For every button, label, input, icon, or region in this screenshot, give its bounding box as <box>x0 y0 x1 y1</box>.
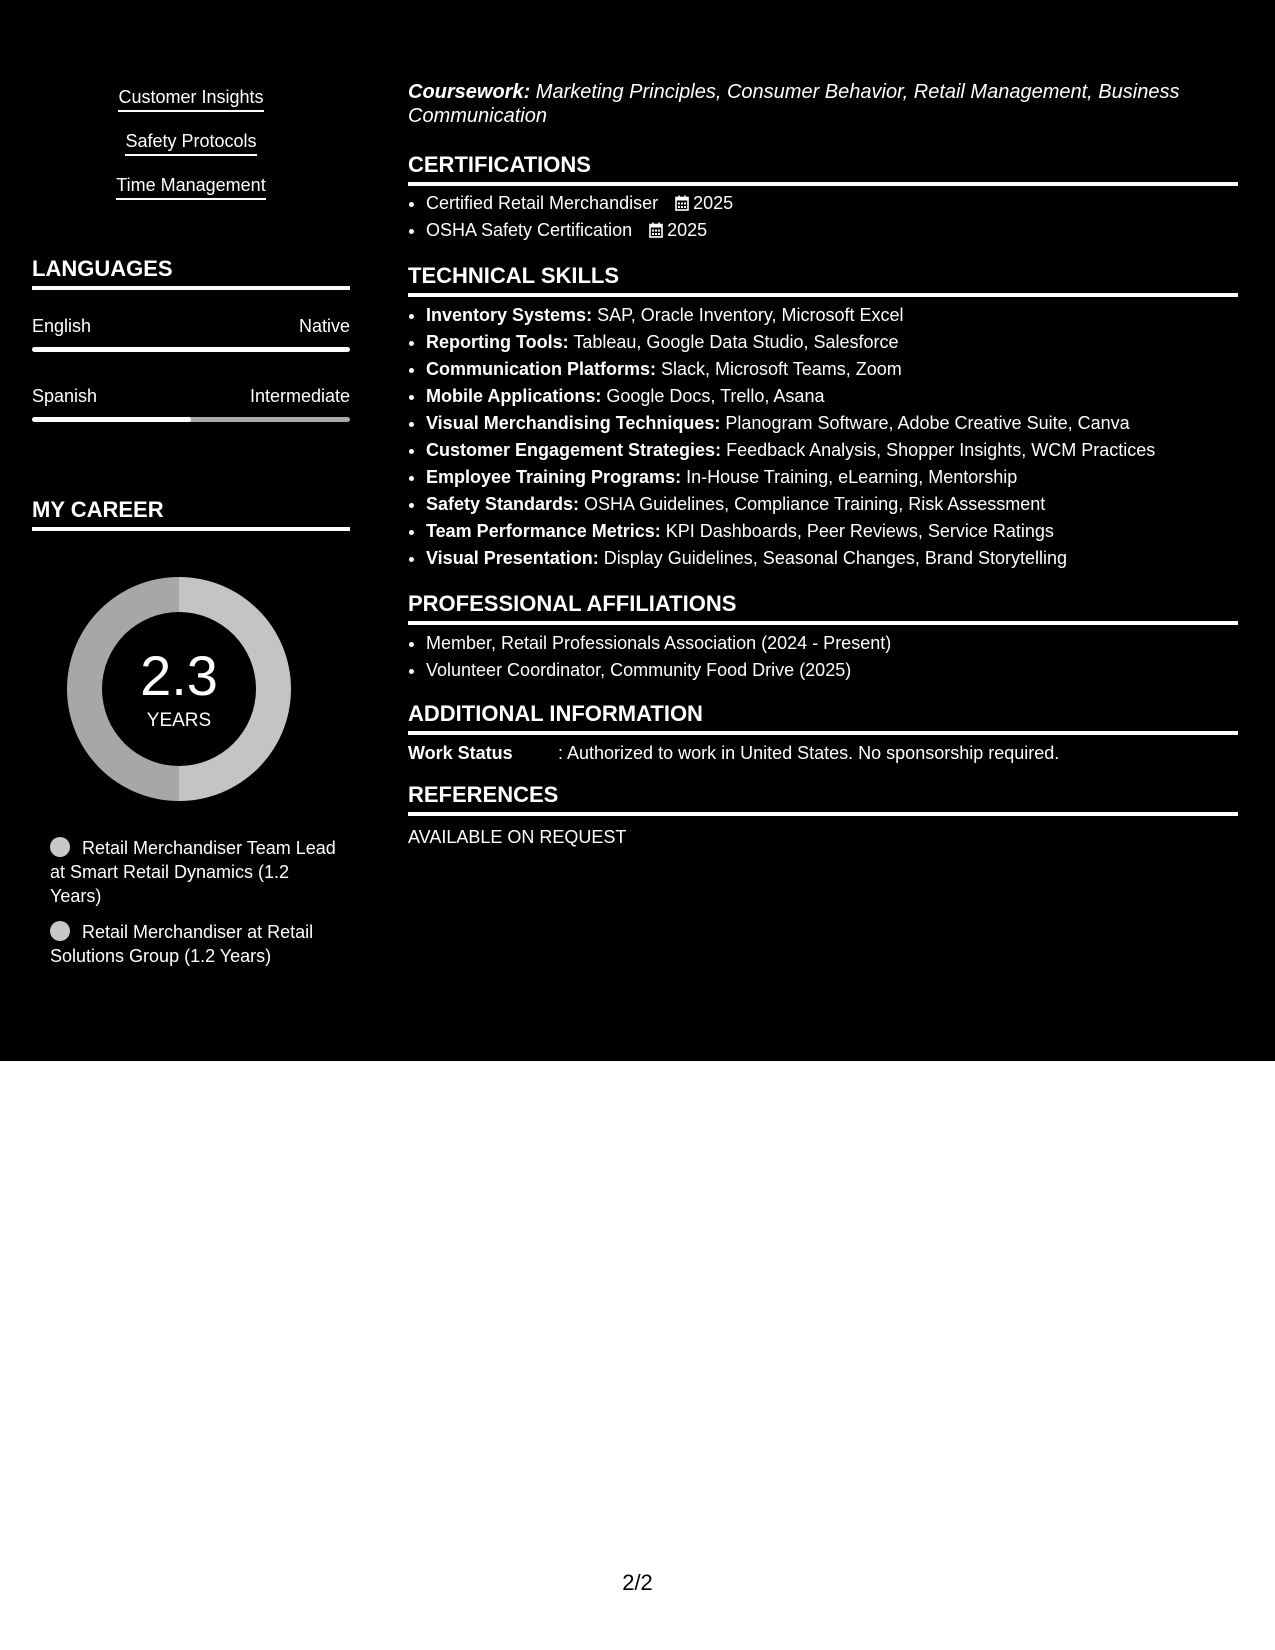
skill-item: Time Management <box>116 174 265 200</box>
technical-skills-list <box>408 302 1256 572</box>
language-name: English <box>32 316 92 336</box>
technical-skill-label: Mobile Applications: <box>426 386 602 406</box>
career-heading: MY CAREER <box>32 497 350 531</box>
language-proficiency-fill <box>32 417 191 422</box>
career-years-unit: YEARS <box>146 710 212 731</box>
work-status-label: Work Status <box>408 743 513 763</box>
technical-skill-item <box>426 302 1256 329</box>
affiliations-list <box>408 630 1256 684</box>
technical-skill-label: Reporting Tools: <box>426 332 569 352</box>
technical-skill-value: Feedback Analysis, Shopper Insights, WCM Practices <box>721 440 1156 460</box>
languages-heading: LANGUAGES <box>32 256 350 290</box>
language-level: Native <box>298 316 350 336</box>
technical-skill-value: Slack, Microsoft Teams, Zoom <box>656 359 902 379</box>
affiliation-item: • Member, Retail Professionals Association (2024 - Present) <box>426 630 1256 657</box>
technical-skill-item <box>426 437 1256 464</box>
page-number: 2/2 <box>622 1570 653 1595</box>
technical-skill-label: Employee Training Programs: <box>426 467 682 487</box>
career-total <box>66 576 292 802</box>
technical-skills-heading: TECHNICAL SKILLS <box>408 263 1238 297</box>
calendar-icon <box>649 222 663 238</box>
technical-skill-item <box>426 518 1256 545</box>
certification-item <box>426 217 1256 244</box>
technical-skill-item <box>426 545 1256 572</box>
language-row-spanish <box>32 385 350 425</box>
technical-skill-item <box>426 329 1256 356</box>
technical-skill-item <box>426 464 1256 491</box>
affiliation-item: • Volunteer Coordinator, Community Food Drive (2025) <box>426 657 1256 684</box>
skill-item: Safety Protocols <box>125 130 256 156</box>
technical-skill-value: KPI Dashboards, Peer Reviews, Service Ratings <box>660 521 1054 541</box>
technical-skill-label: Visual Merchandising Techniques: <box>426 413 721 433</box>
bullet-dot-icon <box>50 921 70 941</box>
certification-name: OSHA Safety Certification <box>426 220 633 240</box>
technical-skill-value: SAP, Oracle Inventory, Microsoft Excel <box>592 305 904 325</box>
work-status-row <box>408 742 1238 764</box>
references-heading: REFERENCES <box>408 782 1238 816</box>
work-status-value: : Authorized to work in United States. No sponsorship required. <box>558 743 1060 763</box>
certifications-heading: CERTIFICATIONS <box>408 152 1238 186</box>
language-proficiency-bar <box>32 417 350 422</box>
certification-year: 2025 <box>667 220 708 240</box>
certifications-list <box>408 190 1256 244</box>
technical-skill-value: OSHA Guidelines, Compliance Training, Risk Assessment <box>579 494 1046 514</box>
language-proficiency-bar <box>32 347 350 352</box>
certification-name: Certified Retail Merchandiser <box>426 193 659 213</box>
sidebar <box>0 0 380 1061</box>
technical-skill-value: Display Guidelines, Seasonal Changes, Brand Storytelling <box>598 548 1067 568</box>
main-column <box>384 0 1275 1061</box>
technical-skill-item <box>426 383 1256 410</box>
technical-skill-label: Visual Presentation: <box>426 548 599 568</box>
affiliations-heading: PROFESSIONAL AFFILIATIONS <box>408 591 1238 625</box>
coursework <box>408 80 1238 128</box>
skills-list <box>32 86 350 218</box>
technical-skill-value: Planogram Software, Adobe Creative Suite, Canva <box>720 413 1130 433</box>
technical-skill-value: Google Docs, Trello, Asana <box>601 386 825 406</box>
technical-skill-label: Communication Platforms: <box>426 359 657 379</box>
skill-item: Customer Insights <box>118 86 263 112</box>
language-level: Intermediate <box>249 386 350 406</box>
references-text: AVAILABLE ON REQUEST <box>408 827 627 847</box>
career-item <box>50 920 340 968</box>
technical-skill-item <box>426 356 1256 383</box>
coursework-text: Marketing Principles, Consumer Behavior, Retail Management, Business Communication <box>408 81 1180 127</box>
technical-skill-value: In-House Training, eLearning, Mentorship <box>681 467 1018 487</box>
language-name: Spanish <box>32 386 98 406</box>
technical-skill-label: Safety Standards: <box>426 494 580 514</box>
career-item-text: Retail Merchandiser at Retail Solutions Group (1.2 Years) <box>50 922 314 966</box>
technical-skill-value: Tableau, Google Data Studio, Salesforce <box>568 332 899 352</box>
bullet-dot-icon <box>50 837 70 857</box>
technical-skill-item <box>426 491 1256 518</box>
certification-item <box>426 190 1256 217</box>
language-row-english <box>32 315 350 355</box>
language-proficiency-fill <box>32 347 350 352</box>
career-item-text: Retail Merchandiser Team Lead at Smart Retail Dynamics (1.2 Years) <box>50 838 336 906</box>
technical-skill-item <box>426 410 1256 437</box>
career-years-value: 2.3 <box>140 644 218 707</box>
technical-skill-label: Inventory Systems: <box>426 305 593 325</box>
technical-skill-label: Customer Engagement Strategies: <box>426 440 722 460</box>
career-item <box>50 836 340 908</box>
coursework-label: Coursework: <box>408 81 531 103</box>
certification-year: 2025 <box>693 193 734 213</box>
career-list <box>50 836 340 980</box>
technical-skill-label: Team Performance Metrics: <box>426 521 661 541</box>
calendar-icon <box>675 195 689 211</box>
additional-info-heading: ADDITIONAL INFORMATION <box>408 701 1238 735</box>
